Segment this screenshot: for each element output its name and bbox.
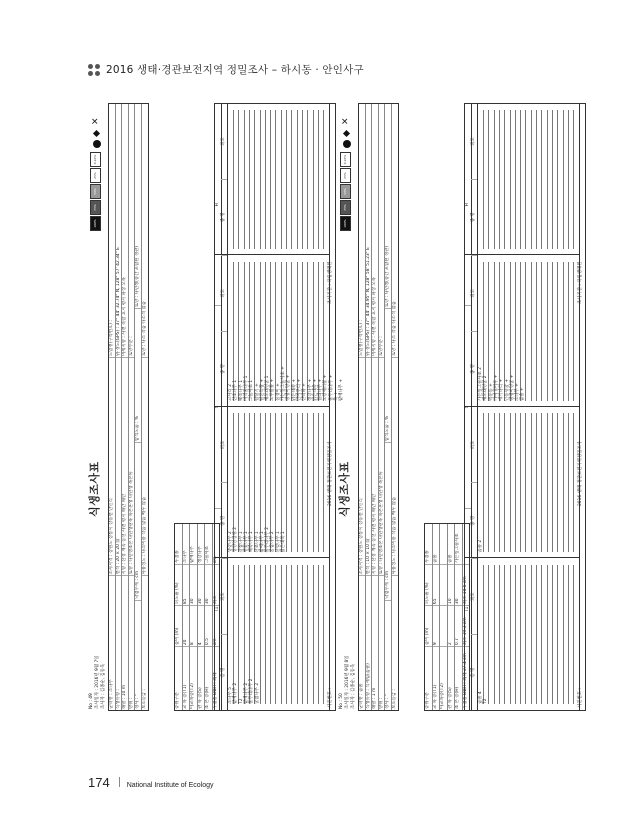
species-entry: 뱀딸기 + xyxy=(254,383,260,401)
species-column-header xyxy=(471,104,478,710)
cover-gauge-box: 25% xyxy=(340,168,351,183)
species-entry: 질경이 + xyxy=(275,383,281,401)
cover-gauge-box: 100% xyxy=(90,216,101,231)
stratum-cell: 9 xyxy=(433,605,440,646)
species-entry-rule xyxy=(318,565,324,704)
site-info-row xyxy=(359,104,366,710)
cover-gauge-box: 75% xyxy=(340,200,351,215)
site-info-cell: 토양 : 다년생(중간 포함된 경관) xyxy=(385,245,391,308)
sheet-footer-note: 2016 생태·경관보전지역정밀조사 xyxy=(578,441,583,506)
footer-institute: National Institute of Ecology xyxy=(126,782,214,789)
site-info-cell: 식생유형 : 식재림(곰솔) xyxy=(366,575,372,710)
species-entry: 물푸레나무 2 xyxy=(249,678,255,704)
site-info-cell: 토양 : 다소 작음 다소적 많음 xyxy=(391,301,397,357)
site-info-cell: 토양 : 다소 작음 다소적 많음 xyxy=(141,301,147,357)
species-entry: 팥배나무 2 xyxy=(243,682,249,704)
species-entry: 고사리 2 xyxy=(228,384,233,401)
site-info-row xyxy=(109,104,116,710)
species-entry: 생강나무 + xyxy=(307,378,313,401)
stratum-header-cell: 층위구분 xyxy=(425,646,432,710)
site-info-cell: 면적 : 10 × 10 ㎡ xyxy=(366,357,372,575)
site-info-cell: 도엽명(구역번호) : xyxy=(109,320,114,357)
cover-gauge-box: 50% xyxy=(340,184,351,199)
species-entry: 물푸레나무 + xyxy=(328,374,334,401)
site-info-cell: 토양 : 다년생초본 다년생관목 목본혼생 다년생 목본류 xyxy=(129,357,135,575)
site-info-cell: 미세지형 : 사면 복합 요지 평지 파상 오목 xyxy=(122,277,128,357)
stratum-cell: 30 xyxy=(190,564,197,605)
site-info-cell: 방위 : xyxy=(129,575,135,710)
species-entry: 물푸레나무 2 xyxy=(265,527,271,553)
species-entry: 새모래덩굴 1 xyxy=(265,375,271,401)
species-entry: 생강나무 2 xyxy=(228,531,233,553)
stratum-cell: 0.5 xyxy=(205,605,212,646)
species-entry-rule xyxy=(318,413,324,552)
site-info-cell: 조사지역 : 강원도 강릉시 강동면 안인리 xyxy=(359,357,365,575)
filled-circle-icon xyxy=(93,140,101,148)
species-column-divider xyxy=(465,558,579,559)
species-entry: 팥배나무 + xyxy=(339,378,345,401)
species-entry: 곰솔 + xyxy=(520,387,526,401)
species-entry: 맑은대쑥 + xyxy=(312,378,318,401)
cross-icon: ✕ xyxy=(91,117,101,125)
stratum-cell: 최소 10.5 cm xyxy=(463,564,470,605)
stratum-header-cell: 우점종 xyxy=(175,550,180,564)
species-column-label: 피도 xyxy=(221,407,227,483)
species-entry: 털진득찰 + xyxy=(259,378,265,401)
sheet-footer-notes xyxy=(328,103,336,711)
site-info-row xyxy=(116,104,123,710)
species-entry: 그늘사초 1 xyxy=(249,379,255,401)
species-entry: 인동덩굴 + xyxy=(504,378,510,401)
site-info-cell: 지형 : 산정 계곡 능선 사면 평지 해안 해안 xyxy=(372,357,378,575)
stratum-row xyxy=(205,524,213,710)
stratum-cell: cm xyxy=(212,556,218,564)
species-entry: 때죽나무 1 xyxy=(238,379,244,401)
page-footer xyxy=(88,775,213,790)
stratum-header-cell: 높이 (m) xyxy=(175,605,182,646)
site-info-cell: 조사지역 : 강원도 강릉시 강동면 안인리 xyxy=(109,357,115,575)
species-entry: 가는잎그늘사초 + xyxy=(281,366,286,401)
species-column-label: 종 명 xyxy=(221,331,227,407)
species-entry: 정영엉겅퀴 2 xyxy=(233,527,239,553)
species-column-label: 피도 xyxy=(221,255,227,331)
stratum-cell: 8 xyxy=(190,605,197,646)
species-entry: 곰솔 2 xyxy=(478,539,483,553)
stratum-cell: 최소 19.3 cm xyxy=(463,605,470,646)
species-column-label: 종 명 xyxy=(471,331,477,407)
sheet-number: No : 49 xyxy=(89,693,94,709)
species-entry: 때죽나무 1 xyxy=(249,531,255,553)
species-column-divider xyxy=(215,406,329,407)
stratum-cell: 곰솔 xyxy=(447,554,453,564)
cover-gauge xyxy=(90,117,101,231)
stratum-header-cell: 층위구분 xyxy=(175,646,182,710)
site-info-cell: 미세지형 : 사면 복합 요지 평지 파상 오목 xyxy=(372,277,378,357)
site-info-cell: 토양 : 다년생(중간 포함된 경관) xyxy=(135,245,141,308)
site-info-cell: 경사 : ° xyxy=(135,600,141,710)
stratum-row xyxy=(183,524,191,710)
species-entry: 갈참나무 1 xyxy=(238,531,244,553)
stratum-header-row xyxy=(425,524,433,710)
stratum-cell: 팥배나무 xyxy=(190,546,195,564)
species-entry: 산벚나무 1 xyxy=(275,531,281,553)
species-entry: 소나무 5 xyxy=(228,687,233,704)
species-entry: 산초나무 1 xyxy=(233,379,239,401)
species-entry: 산박하 + xyxy=(302,383,308,401)
stratum-cell xyxy=(440,564,447,605)
species-column-label: 층 명 xyxy=(221,634,227,710)
stratum-cell: 30 xyxy=(198,564,205,605)
species-entry-rule xyxy=(568,110,574,249)
stratum-cell: 아교목층(T2) xyxy=(440,646,447,710)
species-entry: 가는잎그늘사초 2 xyxy=(478,367,483,401)
stratum-cell: 생강나무 xyxy=(197,546,203,564)
species-column-label: 피도 xyxy=(471,137,476,146)
sheet-footer-note: 2016 생태·경관보전지역정밀조사 xyxy=(328,441,333,506)
species-column-label: 종 명 xyxy=(471,482,477,558)
stratum-row xyxy=(198,524,206,710)
site-info-row xyxy=(122,104,129,710)
species-entry: 소나무 + xyxy=(515,383,521,401)
site-info-cell: 낙엽두께 : cm xyxy=(385,442,391,600)
species-section-label: T1 xyxy=(215,508,221,710)
species-column-divider xyxy=(465,255,579,256)
species-section-label: T1 xyxy=(465,508,471,710)
species-column-label: 피도 xyxy=(471,255,477,331)
stratum-cell: 소나무 xyxy=(182,550,188,564)
species-entry: 노루발풀 + xyxy=(270,378,276,401)
species-entry: 미역줄나무 1 xyxy=(243,375,249,401)
stratum-cell: 가는잎그늘사초 xyxy=(455,533,460,564)
stratum-cell: 30 xyxy=(205,564,212,605)
stratum-cell: 관 목 층(S) xyxy=(448,646,455,710)
stratum-cell: 그늘사초 xyxy=(205,546,210,564)
site-info-row xyxy=(392,104,398,710)
site-info-row xyxy=(142,104,148,710)
species-entry: 곰솔 4 xyxy=(478,691,483,704)
species-column-divider xyxy=(465,406,579,407)
sheet-footer-note: 조사기관 : 국립생태원 xyxy=(328,261,333,304)
stratum-cell xyxy=(440,605,447,646)
stratum-cell: 0.7 xyxy=(455,605,462,646)
stratum-cell: 초 본 층(H) xyxy=(205,646,212,710)
stratum-row xyxy=(190,524,198,710)
stratum-cell: 곰솔 xyxy=(432,554,438,564)
stratum-cell xyxy=(440,524,447,564)
species-entry: 굴참나무 2 xyxy=(270,531,276,553)
site-info-cell: 암석노출 : % xyxy=(135,308,141,442)
stratum-cell: 교 목 층(T1) xyxy=(183,646,190,710)
four-dot-bullet-icon xyxy=(88,64,100,76)
species-entry: 노랑제비꽃 + xyxy=(323,374,329,401)
diamond-icon xyxy=(93,130,100,137)
cover-gauge-box: 0-10% xyxy=(340,152,351,167)
species-entry: 팥배나무 2 xyxy=(233,682,239,704)
survey-date: 조사일자 : 2016년 9월 7일 xyxy=(95,655,100,709)
species-column-header xyxy=(221,104,228,710)
species-entry: 팥배나무 1 xyxy=(259,531,265,553)
species-entry-rule xyxy=(568,413,574,552)
filled-circle-icon xyxy=(343,140,351,148)
species-entry: 맑은대쑥 1 xyxy=(281,531,286,553)
stratum-cell: 10 xyxy=(448,564,455,605)
site-info-cell: 낙엽두께 : cm xyxy=(135,442,141,600)
site-info-row xyxy=(372,104,379,710)
stratum-row xyxy=(440,524,448,710)
site-info-cell: 사용정도 : 다소이용 작음 많음 매우 많음 xyxy=(392,357,398,575)
species-column-label: 피도 xyxy=(471,558,477,634)
species-column-label: 층 명 xyxy=(471,634,477,710)
cover-gauge-box: 100% xyxy=(340,216,351,231)
stratum-row xyxy=(448,524,456,710)
stratum-cell: cm xyxy=(213,605,220,646)
species-entry: 산초나무 1 xyxy=(254,531,260,553)
species-section-label: S xyxy=(465,305,471,507)
site-info-cell: 사용정도 : 다소이용 작음 많음 매우 많음 xyxy=(142,357,148,575)
species-section-label: H xyxy=(465,203,470,207)
species-column-label: 종 명 xyxy=(221,482,227,558)
page-number: 174 xyxy=(88,775,110,790)
cover-gauge-box: 25% xyxy=(90,168,101,183)
species-entry-rule xyxy=(318,110,324,249)
sheet-footer-note: 조사기관 : 국립생태원 xyxy=(578,261,583,304)
survey-sheet-50 xyxy=(336,87,585,731)
sheet-footer-note: 사진번호 : xyxy=(328,688,333,708)
species-entry-rule xyxy=(568,565,574,704)
sheet-meta-header xyxy=(339,649,357,709)
species-entry: 맑은대쑥 + xyxy=(291,378,297,401)
site-info-row xyxy=(379,104,386,710)
site-info-cell: 암석노출 : % xyxy=(385,308,391,442)
running-header-title: 2016 생태·경관보전지역 정밀조사 – 하시동 · 안인사구 xyxy=(106,64,364,76)
species-section-label: H xyxy=(215,203,220,207)
site-info-cell: 경사 : ° xyxy=(385,600,391,710)
species-entry: 까마귀머루 + xyxy=(493,374,499,401)
site-info-cell: 위·경도(GPS) : 37° 44' 34.95" N, 128° 58' 51.23" E xyxy=(365,247,371,357)
site-info-cell: 토양 : 다년생초본 다년생관목 목본혼생 다년생 목본류 xyxy=(379,357,385,575)
sheet-meta-header xyxy=(89,649,107,709)
survey-date: 조사일자 : 2016년 9월 8일 xyxy=(345,655,350,709)
species-column-label: 피도 xyxy=(221,137,226,146)
site-info-row xyxy=(366,104,373,710)
species-column-label: 피도 xyxy=(221,558,227,634)
stratum-header-cell: 높이 (m) xyxy=(425,605,432,646)
stratum-cell: 관 목 층(S) xyxy=(198,646,205,710)
surveyor: 조사자 : 김종순, 김동욱 xyxy=(351,663,356,709)
sheet-number: No : 50 xyxy=(339,693,344,709)
site-info-cell: 도엽명(구역번호) : xyxy=(359,320,364,357)
site-info-row xyxy=(129,104,136,710)
species-entry: T2 xyxy=(238,698,244,704)
surveyor: 조사자 : 김종순, 김동욱 xyxy=(101,663,106,709)
species-entry: 병꽃나무 1 xyxy=(243,531,249,553)
sheet-title: 식생조사표 xyxy=(88,461,101,517)
site-info-cell: 지형 : 산정 계곡 능선 사면 평지 해안 해안 xyxy=(122,357,128,575)
species-entry-rule xyxy=(568,262,574,401)
site-info-cell: 보호등급 : xyxy=(142,575,148,710)
sheet-footer-note: 사진번호 : xyxy=(578,688,583,708)
cross-icon: ✕ xyxy=(341,117,351,125)
cover-gauge-box: 50% xyxy=(90,184,101,199)
stratum-cell: 2 xyxy=(448,605,455,646)
stratum-cell: 20 xyxy=(183,605,190,646)
sheet-footer-notes xyxy=(578,103,586,711)
stratum-cell: 우점종 DBH : 최대 27.4 cm xyxy=(463,646,470,710)
footer-divider xyxy=(119,777,120,787)
species-entry: T2 xyxy=(483,698,489,704)
sheet-title: 식생조사표 xyxy=(338,461,351,517)
site-info-row xyxy=(135,104,142,710)
stratum-cell: 65 xyxy=(433,564,440,605)
species-entry: 댕댕이덩굴 + xyxy=(286,374,292,401)
stratum-cell: 4 xyxy=(198,605,205,646)
species-entry: 민미꾸리 + xyxy=(296,378,302,401)
site-info-cell: 위·경도(GPS) : 37° 44' 32.74" N, 128° 57' 42.34" E xyxy=(115,247,121,357)
species-column-divider xyxy=(215,255,329,256)
site-info-table xyxy=(108,103,149,711)
site-info-cell: 토양수분 : xyxy=(128,336,134,357)
stratum-cell: 교 목 층(T1) xyxy=(433,646,440,710)
species-table xyxy=(464,103,580,711)
species-entry: 댕댕이덩굴 + xyxy=(509,374,515,401)
species-entry: 굴참나무 2 xyxy=(254,682,260,704)
site-info-cell: 방위 : xyxy=(379,575,385,710)
species-entry: 애기나리 + xyxy=(499,378,505,401)
stratum-cell: 30 xyxy=(455,564,462,605)
stratum-header-cell: 피도율 (%) xyxy=(425,564,432,605)
species-section-label: S xyxy=(215,305,221,507)
site-info-cell: 보호등급 : xyxy=(392,575,398,710)
stratum-cell: 아교목층(T2) xyxy=(190,646,197,710)
stratum-header-row xyxy=(175,524,183,710)
species-entry: 새모래덩굴 2 xyxy=(483,375,489,401)
species-entry: 쑥 + xyxy=(334,391,339,401)
species-column-label: 종 명 xyxy=(221,179,227,255)
diamond-icon xyxy=(343,130,350,137)
cover-gauge-box: 75% xyxy=(90,200,101,215)
species-column-label: 종 명 xyxy=(471,179,477,255)
stratum-row xyxy=(455,524,463,710)
site-info-cell: 토양수분 : xyxy=(378,336,384,357)
running-header xyxy=(88,62,364,77)
species-entry: 찔레나무 + xyxy=(318,378,324,401)
site-info-cell: 면적 : 20 × 20 ㎡ xyxy=(116,357,122,575)
species-entry: 맥문동 + xyxy=(488,383,494,401)
species-column-divider xyxy=(215,558,329,559)
species-column-label: 피도 xyxy=(471,407,477,483)
site-info-cell: 해발 : 10 m xyxy=(122,575,128,710)
stratum-cell: 최소 xyxy=(213,564,220,605)
cover-gauge-box: 0-10% xyxy=(90,152,101,167)
stratum-header-cell: 우점종 xyxy=(425,550,430,564)
site-info-cell: 식생유형 : xyxy=(116,575,122,710)
stratum-cell: 초 본 층(H) xyxy=(455,646,462,710)
site-info-cell: 군락명 : 소나무 xyxy=(109,575,115,710)
stratum-header-cell: 피도율 (%) xyxy=(175,564,182,605)
site-info-cell: 해발 : 1 m xyxy=(372,575,378,710)
cover-gauge xyxy=(340,117,351,231)
site-info-table xyxy=(358,103,399,711)
stratum-cell: 우점종 DBH : 최대 xyxy=(213,646,220,710)
stratum-row xyxy=(433,524,441,710)
site-info-row xyxy=(385,104,392,710)
stratum-cell: 85 xyxy=(183,564,190,605)
site-info-cell: 군락명 : 곰솔 xyxy=(359,575,365,710)
